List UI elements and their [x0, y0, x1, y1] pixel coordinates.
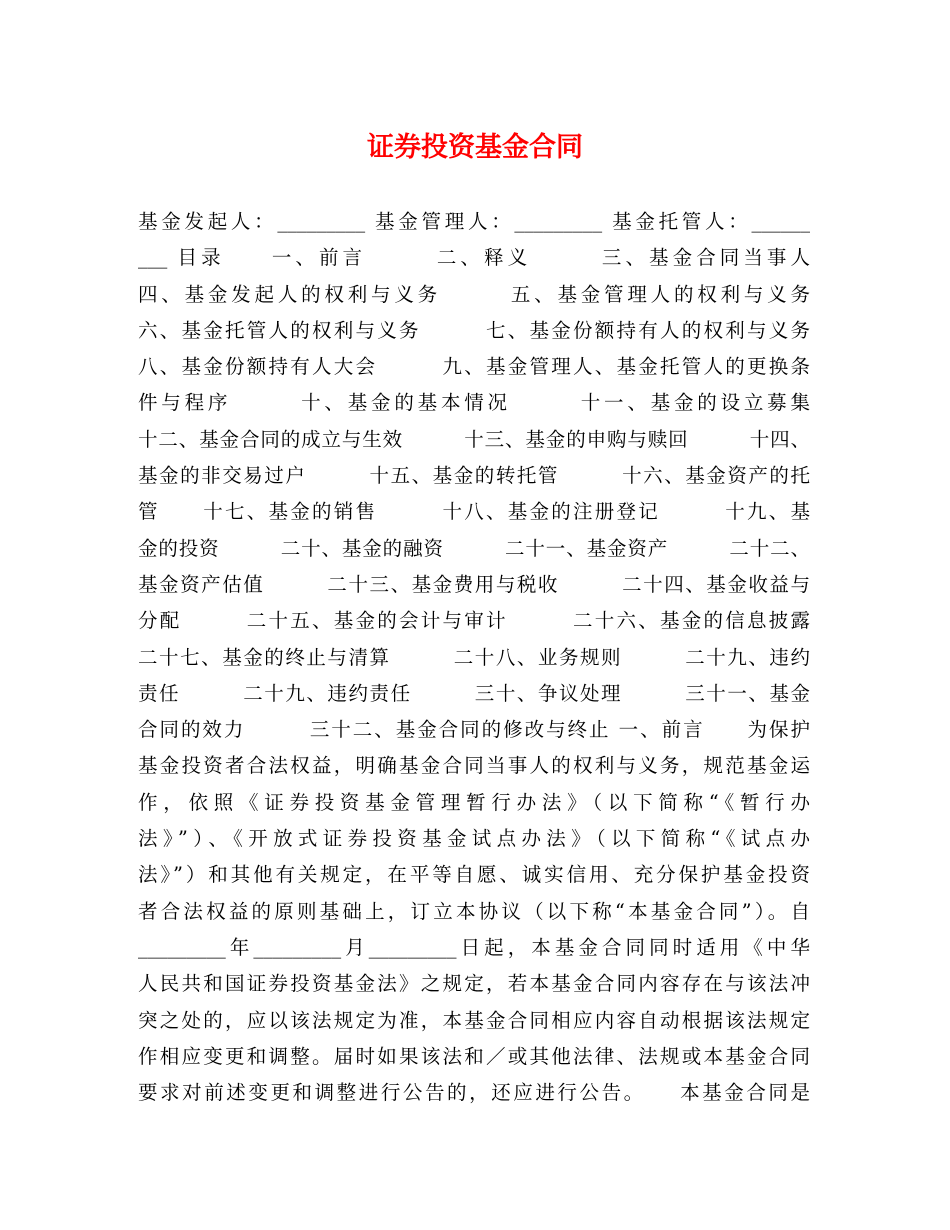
body-line: 法》”）、《开放式证券投资基金试点办法》（以下简称“《试点办	[138, 827, 810, 851]
body-line: 人民共和国证券投资基金法》之规定，若本基金合同内容存在与该法冲	[138, 972, 810, 996]
body-line: ___ 目录 一、前言 二、释义 三、基金合同当事人	[138, 246, 810, 270]
body-line: 二十七、基金的终止与清算 二十八、业务规则 二十九、违约	[138, 645, 810, 669]
body-line: 金的投资 二十、基金的融资 二十一、基金资产 二十二、	[138, 536, 810, 560]
body-line: 责任 二十九、违约责任 三十、争议处理 三十一、基金	[138, 681, 810, 705]
body-line: 者合法权益的原则基础上，订立本协议（以下称“本基金合同”）。自	[138, 899, 810, 923]
document-body	[138, 204, 810, 1111]
body-line: 合同的效力 三十二、基金合同的修改与终止 一、前言 为保护	[138, 718, 810, 742]
body-line: 八、基金份额持有人大会 九、基金管理人、基金托管人的更换条	[138, 355, 810, 379]
body-line: 基金的非交易过户 十五、基金的转托管 十六、基金资产的托	[138, 464, 810, 488]
body-line: 要求对前述变更和调整进行公告的，还应进行公告。 本基金合同是	[138, 1081, 810, 1105]
body-line: 基金资产估值 二十三、基金费用与税收 二十四、基金收益与	[138, 572, 810, 596]
body-line: 法》”）和其他有关规定，在平等自愿、诚实信用、充分保护基金投资	[138, 863, 810, 887]
body-line: 分配 二十五、基金的会计与审计 二十六、基金的信息披露	[138, 609, 810, 633]
body-line: 件与程序 十、基金的基本情况 十一、基金的设立募集	[138, 391, 810, 415]
body-line: 作相应变更和调整。届时如果该法和／或其他法律、法规或本基金合同	[138, 1044, 810, 1068]
body-line: 基金投资者合法权益，明确基金合同当事人的权利与义务，规范基金运	[138, 754, 810, 778]
body-line: 突之处的，应以该法规定为准，本基金合同相应内容自动根据该法规定	[138, 1008, 810, 1032]
body-line: 十二、基金合同的成立与生效 十三、基金的申购与赎回 十四、	[138, 427, 810, 451]
body-line: 作，依照《证券投资基金管理暂行办法》（以下简称“《暂行办	[138, 790, 810, 814]
body-line: 基金发起人：_________ 基金管理人：_________ 基金托管人：______	[138, 210, 810, 233]
body-line: _________年_________月_________日起，本基金合同同时适用《中华	[138, 935, 810, 959]
body-line: 六、基金托管人的权利与义务 七、基金份额持有人的权利与义务	[138, 318, 810, 342]
body-line: 管 十七、基金的销售 十八、基金的注册登记 十九、基	[138, 500, 810, 524]
document-title: 证券投资基金合同	[367, 132, 583, 163]
body-line: 四、基金发起人的权利与义务 五、基金管理人的权利与义务	[138, 282, 810, 306]
